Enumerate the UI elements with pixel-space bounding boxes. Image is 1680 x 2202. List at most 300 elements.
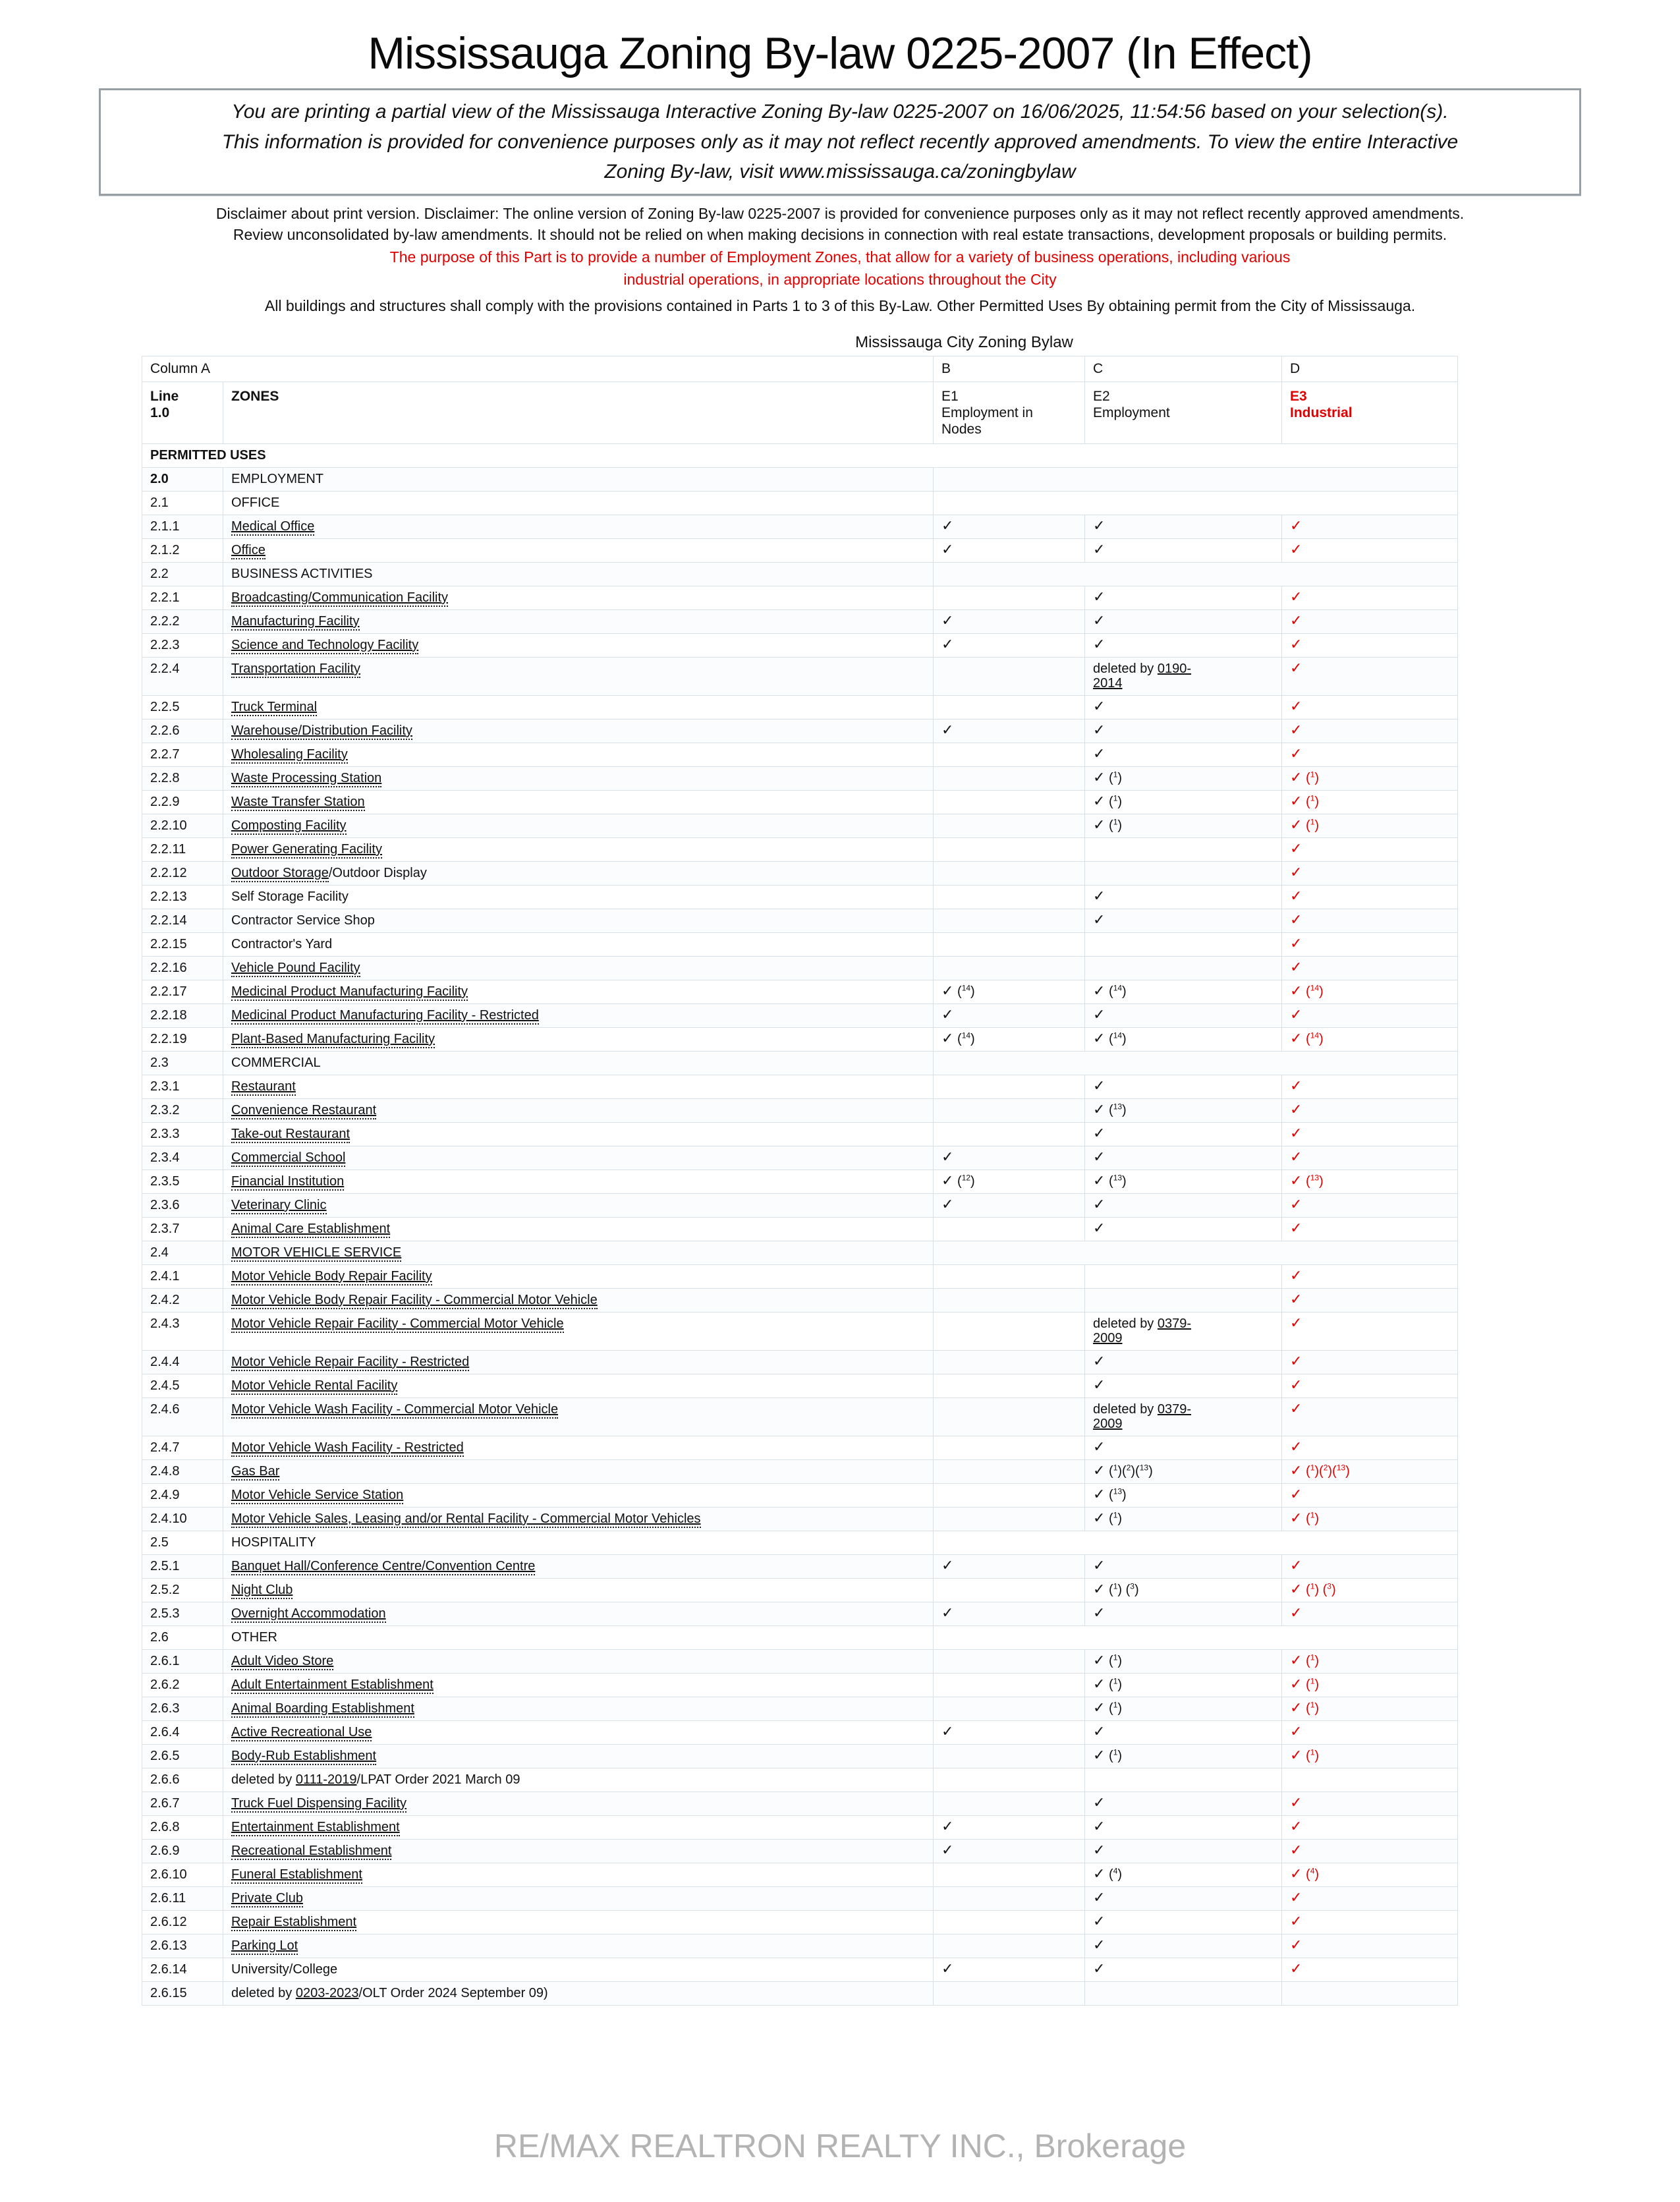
e1-permission-cell [934,1958,1085,1981]
check-icon: ✓ [1290,1818,1302,1835]
check-icon: ✓ [1093,636,1106,653]
e2-permission-cell [1085,1554,1282,1578]
e2-permission-cell [1085,1839,1282,1863]
zone-use-cell [223,1264,934,1288]
zone-use-cell [223,814,934,837]
e2-permission-cell [1085,1507,1282,1531]
zone-use-link[interactable]: Take-out Restaurant [231,1127,350,1143]
zone-use-link[interactable]: Funeral Establishment [231,1867,362,1884]
e1-permission-cell [934,885,1085,909]
e2-permission-cell [1085,1193,1282,1217]
zone-use-link[interactable]: Motor Vehicle Repair Facility - Restricted [231,1355,469,1371]
e2-permission-cell [1085,1350,1282,1374]
zone-use-link[interactable]: Overnight Accommodation [231,1606,386,1623]
e3-permission-cell [1282,1958,1458,1981]
e3-permission-cell [1282,657,1458,695]
e3-permission-cell [1282,814,1458,837]
zone-use-link[interactable]: Adult Entertainment Establishment [231,1678,434,1694]
zone-use-link[interactable]: Waste Processing Station [231,771,381,787]
check-icon: ✓ [1290,1652,1302,1669]
check-icon: ✓ [1093,1936,1106,1954]
e3-permission-cell [1282,1554,1458,1578]
table-row [142,1027,1458,1051]
e3-permission-cell [1282,956,1458,980]
e2-permission-cell [1085,609,1282,633]
e3-permission-cell [1282,1350,1458,1374]
e2-permission-cell [1085,885,1282,909]
zone-use-cell [223,1649,934,1673]
line-number: 2.2.16 [142,956,223,980]
table-row [142,1170,1458,1193]
zone-e3-header: E3 Industrial [1282,381,1458,443]
zone-use-link[interactable]: Night Club [231,1583,293,1599]
footnote-marker: ($^{14}$) [1109,1030,1127,1046]
e3-permission-cell [1282,586,1458,609]
zone-use-link[interactable]: Gas Bar [231,1464,279,1481]
check-icon: ✓ [1093,541,1106,558]
zone-use-link[interactable]: Vehicle Pound Facility [231,961,360,977]
table-row [142,1436,1458,1459]
zone-use-link[interactable]: Truck Fuel Dispensing Facility [231,1796,406,1813]
check-icon: ✓ [941,612,954,629]
table-row [142,861,1458,885]
section-row [142,491,1458,515]
zone-use-link[interactable]: Wholesaling Facility [231,747,348,764]
zone-use-cell [223,1792,934,1815]
e2-permission-cell [1085,1459,1282,1483]
bylaw-amendment-link[interactable]: 0379- 2009 [1093,1316,1192,1345]
e1-permission-cell [934,1981,1085,2005]
footnote-marker: ($^1$) [1306,1747,1320,1763]
zone-use-link[interactable]: Office [231,543,266,559]
zone-use-cell [223,1288,934,1312]
table-row [142,1193,1458,1217]
zone-use-link[interactable]: Motor Vehicle Wash Facility - Commercial Motor Vehicle [231,1402,558,1419]
zone-use-link[interactable]: Commercial School [231,1150,345,1167]
section-empty-cell [934,1625,1458,1649]
zone-use-link[interactable]: Warehouse/Distribution Facility [231,723,412,740]
line-number: 2.2.9 [142,790,223,814]
check-icon: ✓ [1093,769,1106,786]
line-number: 2.2.7 [142,743,223,766]
e2-permission-cell [1085,1264,1282,1288]
line-number: 2.6 [142,1625,223,1649]
zone-use-link[interactable]: Outdoor Storage [231,866,329,882]
zone-use-link[interactable]: Entertainment Establishment [231,1820,400,1836]
e2-permission-cell [1085,1768,1282,1792]
zone-use-cell [223,1483,934,1507]
zone-use-link[interactable]: MOTOR VEHICLE SERVICE [231,1245,401,1262]
zone-e2-header: E2 Employment [1085,381,1282,443]
line-number: 2.2.8 [142,766,223,790]
bylaw-amendment-link[interactable]: 0203-2023 [295,1985,359,2000]
check-icon: ✓ [1290,1376,1302,1394]
check-icon: ✓ [1290,541,1302,558]
e1-permission-cell [934,1312,1085,1350]
zone-use-link[interactable]: Power Generating Facility [231,842,382,859]
section-label: BUSINESS ACTIVITIES [223,562,934,586]
check-icon: ✓ [1290,636,1302,653]
line-number: 2.2.17 [142,980,223,1003]
table-row [142,1122,1458,1146]
e1-permission-cell [934,1483,1085,1507]
check-icon: ✓ [1290,1723,1302,1740]
table-row [142,1098,1458,1122]
e1-permission-cell [934,1839,1085,1863]
e3-permission-cell [1282,1312,1458,1350]
line-number: 2.4.5 [142,1374,223,1397]
table-row [142,1459,1458,1483]
check-icon: ✓ [1290,1267,1302,1284]
table-row [142,790,1458,814]
check-icon: ✓ [1290,1220,1302,1237]
check-icon: ✓ [1093,1747,1106,1764]
print-notice-box [99,88,1581,196]
e1-permission-cell [934,1602,1085,1625]
line-number: 2.3 [142,1051,223,1075]
e1-permission-cell [934,1768,1085,1792]
zone-use-link[interactable]: Motor Vehicle Body Repair Facility - Commercial Motor Vehicle [231,1293,598,1309]
zone-use-link[interactable]: Body-Rub Establishment [231,1749,376,1765]
e1-permission-cell [934,1075,1085,1098]
e2-permission-cell [1085,1910,1282,1934]
e3-permission-cell [1282,1003,1458,1027]
zone-use-link[interactable]: Animal Care Establishment [231,1222,390,1238]
zone-e1-header: E1 Employment in Nodes [934,381,1085,443]
zone-use-link[interactable]: Motor Vehicle Wash Facility - Restricted [231,1440,464,1457]
e3-permission-cell [1282,633,1458,657]
zone-use-cell [223,743,934,766]
zone-use-cell [223,1312,934,1350]
check-icon: ✓ [1093,888,1106,905]
table-row [142,657,1458,695]
check-icon: ✓ [1093,911,1106,928]
check-icon: ✓ [1290,698,1302,715]
e1-permission-cell [934,538,1085,562]
check-icon: ✓ [1290,1125,1302,1142]
table-row [142,719,1458,743]
check-icon: ✓ [941,1030,954,1047]
zone-use-cell [223,1934,934,1958]
zone-use-link[interactable]: Medicinal Product Manufacturing Facility [231,984,468,1001]
print-notice-text: You are printing a partial view of the Mississauga Interactive Zoning By-law 0225-2007 on 16/06/2025, 11:54:56 based on your selection(s). This information is provided for convenience purposes only as it may not reflect recently approved amendments. To view the entire Interactive Zoning By-law, visit www.mississauga.ca/zoningbylaw [221,101,1459,183]
zone-use-link[interactable]: Financial Institution [231,1174,344,1191]
check-icon: ✓ [941,1960,954,1977]
line-number: 2.6.4 [142,1720,223,1744]
zone-use-cell [223,956,934,980]
check-icon: ✓ [1290,1172,1302,1189]
e3-permission-cell [1282,909,1458,932]
table-row [142,633,1458,657]
e2-permission-cell [1085,814,1282,837]
e2-permission-cell [1085,1098,1282,1122]
e3-permission-cell [1282,1697,1458,1720]
footnote-marker: ($^1$) [1109,793,1123,809]
footnote-marker: ($^1$) [1109,1700,1123,1716]
check-icon: ✓ [1290,982,1302,1000]
zone-use-link[interactable]: Recreational Establishment [231,1844,391,1860]
zone-use-cell [223,695,934,719]
line-number: 2.1.1 [142,515,223,538]
check-icon: ✓ [941,541,954,558]
e2-permission-cell [1085,1436,1282,1459]
check-icon: ✓ [1093,721,1106,739]
e3-permission-cell [1282,766,1458,790]
e3-permission-cell [1282,1483,1458,1507]
zone-use-cell [223,1744,934,1768]
zone-use-cell [223,1122,934,1146]
e1-permission-cell [934,1122,1085,1146]
section-empty-cell [934,467,1458,491]
zone-use-link[interactable]: Private Club [231,1891,303,1907]
e1-permission-cell [934,1934,1085,1958]
check-icon: ✓ [1093,1865,1106,1882]
zone-use-cell [223,1217,934,1241]
zone-use-cell [223,1886,934,1910]
check-icon: ✓ [1093,588,1106,606]
zone-use-link[interactable]: Medical Office [231,519,314,536]
zone-use-cell: deleted by 0203-2023/OLT Order 2024 September 09) [223,1981,934,2005]
table-row [142,1839,1458,1863]
zone-use-link[interactable]: Composting Facility [231,818,347,835]
check-icon: ✓ [1290,1030,1302,1047]
table-row [142,837,1458,861]
line-number: 2.4.2 [142,1288,223,1312]
e3-permission-cell [1282,1744,1458,1768]
zone-use-cell [223,657,934,695]
e3-permission-cell [1282,1720,1458,1744]
e3-permission-cell [1282,695,1458,719]
permitted-uses-row [142,443,1458,467]
zone-use-cell [223,1459,934,1483]
zone-use-link[interactable]: Motor Vehicle Body Repair Facility [231,1269,432,1285]
e2-permission-cell [1085,1815,1282,1839]
zone-use-link[interactable]: Plant-Based Manufacturing Facility [231,1032,435,1048]
check-icon: ✓ [1290,1889,1302,1906]
e3-permission-cell [1282,837,1458,861]
section-row [142,467,1458,491]
line-number: 2.5.2 [142,1578,223,1602]
zone-use-cell [223,1863,934,1886]
check-icon: ✓ [1093,816,1106,833]
line-number: 2.3.6 [142,1193,223,1217]
check-icon: ✓ [941,517,954,534]
zone-use-link[interactable]: Animal Boarding Establishment [231,1701,414,1718]
zone-header-row [142,381,1458,443]
table-row [142,1863,1458,1886]
table-row [142,814,1458,837]
zone-use-link[interactable]: Active Recreational Use [231,1725,372,1741]
check-icon: ✓ [1290,1676,1302,1693]
table-row [142,1697,1458,1720]
e2-permission-cell [1085,956,1282,980]
zone-use-link[interactable]: Repair Establishment [231,1915,356,1931]
section-label: EMPLOYMENT [223,467,934,491]
column-c-header: C [1085,356,1282,381]
zone-use-cell [223,1697,934,1720]
bylaw-amendment-link[interactable]: 0111-2019 [295,1772,357,1787]
zone-use-link[interactable]: Science and Technology Facility [231,638,418,654]
e3-permission-cell [1282,1288,1458,1312]
zone-use-link[interactable]: Adult Video Store [231,1654,333,1670]
check-icon: ✓ [1290,721,1302,739]
bylaw-amendment-link[interactable]: 0379- 2009 [1093,1401,1192,1431]
e3-permission-cell [1282,1673,1458,1697]
check-icon: ✓ [1290,1486,1302,1503]
check-icon: ✓ [1093,1842,1106,1859]
permitted-uses-label: PERMITTED USES [142,443,1458,467]
e2-permission-cell [1085,743,1282,766]
check-icon: ✓ [1093,1604,1106,1622]
e2-permission-cell [1085,909,1282,932]
line-number: 2.6.12 [142,1910,223,1934]
table-row [142,1958,1458,1981]
zone-use-link[interactable]: Restaurant [231,1079,296,1096]
line-number: 2.2.10 [142,814,223,837]
table-row [142,1075,1458,1098]
check-icon: ✓ [1290,745,1302,762]
line-number: 2.6.10 [142,1863,223,1886]
table-row [142,909,1458,932]
check-icon: ✓ [941,1723,954,1740]
check-icon: ✓ [1290,864,1302,881]
e1-permission-cell [934,633,1085,657]
check-icon: ✓ [1093,1913,1106,1930]
e3-permission-cell [1282,1910,1458,1934]
e3-permission-cell [1282,980,1458,1003]
zones-header: ZONES [223,381,934,443]
footnote-marker: ($^1$) [1306,1652,1320,1668]
table-row [142,1768,1458,1792]
footnote-marker: ($^1$) [1306,1676,1320,1692]
e3-permission-cell [1282,1886,1458,1910]
zone-use-link[interactable]: Truck Terminal [231,700,317,716]
check-icon: ✓ [1093,517,1106,534]
e2-permission-cell [1085,1288,1282,1312]
e1-permission-cell [934,766,1085,790]
bylaw-amendment-link[interactable]: 0190- 2014 [1093,661,1192,691]
check-icon: ✓ [1093,1148,1106,1166]
e2-permission-cell [1085,538,1282,562]
table-row [142,1673,1458,1697]
line-number: 2.4.3 [142,1312,223,1350]
e2-permission-cell [1085,1602,1282,1625]
zone-use-cell [223,837,934,861]
line-number: 2.2.11 [142,837,223,861]
zone-use-link[interactable]: Motor Vehicle Rental Facility [231,1378,397,1395]
line-number: 2.6.1 [142,1649,223,1673]
check-icon: ✓ [1290,1077,1302,1094]
e1-permission-cell [934,1397,1085,1436]
zone-use-link[interactable]: Motor Vehicle Repair Facility - Commercial Motor Vehicle [231,1316,564,1333]
table-row [142,980,1458,1003]
line-number: 2.6.9 [142,1839,223,1863]
e1-permission-cell [934,980,1085,1003]
line-number: 2.6.2 [142,1673,223,1697]
e3-permission-cell [1282,515,1458,538]
line-number: 2.4.1 [142,1264,223,1288]
e1-permission-cell [934,1792,1085,1815]
e2-permission-cell [1085,932,1282,956]
zone-use-link[interactable]: Banquet Hall/Conference Centre/Convention Centre [231,1559,535,1575]
e2-permission-cell [1085,1075,1282,1098]
table-row [142,1792,1458,1815]
line-number: 2.2 [142,562,223,586]
zone-use-link[interactable]: Motor Vehicle Sales, Leasing and/or Rental Facility - Commercial Motor Vehicles [231,1511,701,1528]
zone-use-link[interactable]: Parking Lot [231,1938,298,1955]
check-icon: ✓ [1290,959,1302,976]
check-icon: ✓ [941,1196,954,1213]
e1-permission-cell [934,1673,1085,1697]
e2-permission-cell: deleted by 0379- 2009 [1085,1312,1282,1350]
e2-permission-cell [1085,586,1282,609]
e3-permission-cell [1282,1170,1458,1193]
e2-permission-cell [1085,1170,1282,1193]
e1-permission-cell [934,837,1085,861]
zone-use-link[interactable]: Convenience Restaurant [231,1103,376,1119]
zone-use-cell [223,1170,934,1193]
check-icon: ✓ [941,982,954,1000]
check-icon: ✓ [1290,1865,1302,1882]
zone-use-link[interactable]: Motor Vehicle Service Station [231,1488,403,1504]
e1-permission-cell [934,515,1085,538]
zone-use-cell [223,1146,934,1170]
footnote-marker: ($^1$) [1306,770,1320,785]
footnote-marker: ($^{13}$) [1109,1102,1127,1117]
e3-permission-cell [1282,1122,1458,1146]
table-row [142,1264,1458,1288]
footnote-marker: ($^{13}$) [1306,1173,1324,1189]
e3-permission-cell [1282,1839,1458,1863]
zone-use-link[interactable]: Transportation Facility [231,662,360,678]
section-label: OFFICE [223,491,934,515]
e2-permission-cell [1085,1958,1282,1981]
e3-permission-cell [1282,1768,1458,1792]
check-icon: ✓ [1093,1676,1106,1693]
check-icon: ✓ [941,1148,954,1166]
line-number: 2.6.3 [142,1697,223,1720]
zone-use-link[interactable]: Broadcasting/Communication Facility [231,590,448,607]
check-icon: ✓ [1290,1314,1302,1332]
zone-use-link[interactable]: Veterinary Clinic [231,1198,327,1214]
e1-permission-cell [934,909,1085,932]
table-row [142,1981,1458,2005]
page-title: Mississauga Zoning By-law 0225-2007 (In Effect) [368,28,1312,78]
zone-use-cell [223,633,934,657]
table-caption: Mississauga City Zoning Bylaw [855,333,1073,351]
check-icon: ✓ [1093,1652,1106,1669]
zone-use-cell [223,1350,934,1374]
e3-permission-cell [1282,861,1458,885]
section-row [142,562,1458,586]
line-number: 2.4.7 [142,1436,223,1459]
e1-permission-cell [934,1720,1085,1744]
footnote-marker: ($^{14}$) [1306,1030,1324,1046]
check-icon: ✓ [1290,888,1302,905]
table-row [142,1602,1458,1625]
section-label: COMMERCIAL [223,1051,934,1075]
zone-use-cell [223,1554,934,1578]
zone-use-link[interactable]: Manufacturing Facility [231,614,360,631]
zone-use-link[interactable]: Waste Transfer Station [231,795,365,811]
zone-use-cell: Self Storage Facility [223,885,934,909]
e1-permission-cell [934,1697,1085,1720]
e1-permission-cell [934,1910,1085,1934]
check-icon: ✓ [1290,793,1302,810]
zone-use-link[interactable]: Medicinal Product Manufacturing Facility - Restricted [231,1008,539,1025]
check-icon: ✓ [1093,745,1106,762]
table-row [142,1350,1458,1374]
